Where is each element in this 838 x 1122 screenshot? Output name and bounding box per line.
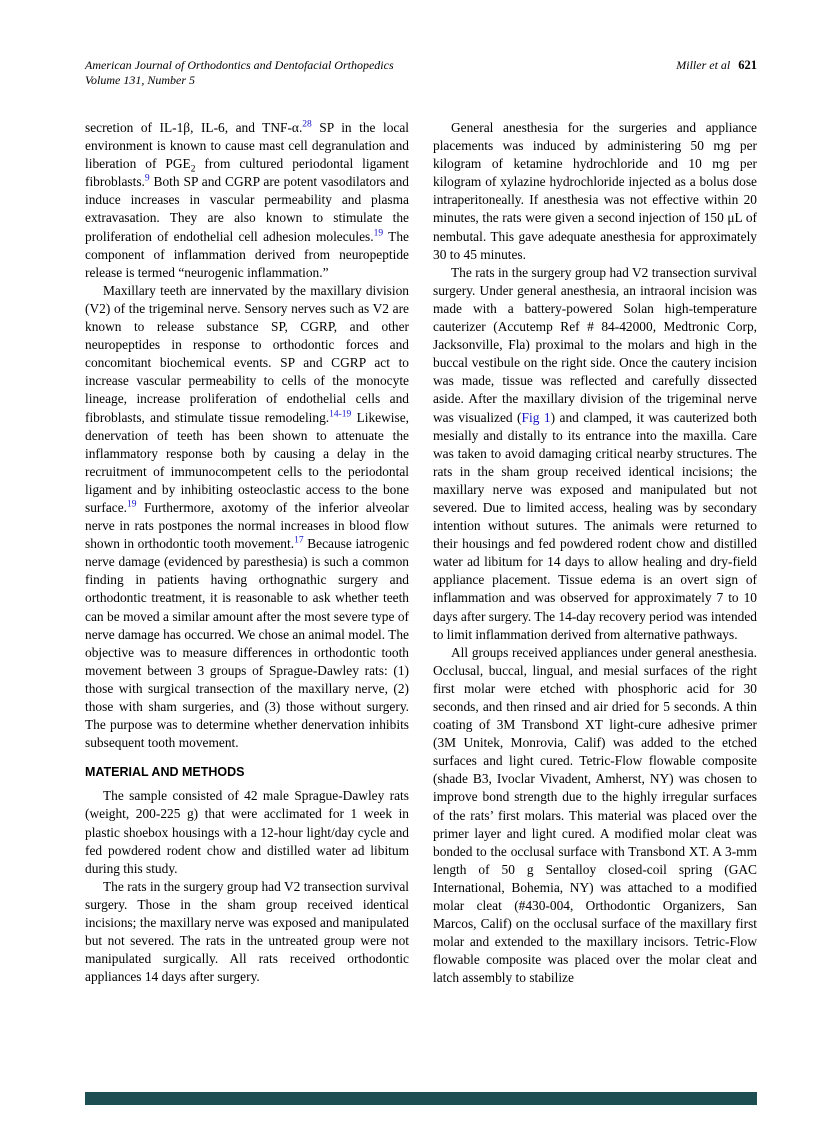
reference-link[interactable]: 28 — [302, 119, 312, 130]
paragraph — [433, 264, 757, 644]
text-run: The component of inflammation derived from neuropeptide release is termed “neurogenic inflammation.” — [85, 228, 409, 280]
journal-info — [85, 58, 394, 88]
text-run: The sample consisted of 42 male Sprague-Dawley rats (weight, 200-225 g) that were acclimated for 1 week in plastic shoebox housings with a 12-hour light/day cycle and fed powdered rodent chow and distilled water ad libitum during this study. — [85, 788, 409, 876]
figure-link[interactable]: Fig 1 — [521, 409, 551, 425]
text-run: Furthermore, axotomy of the inferior alveolar nerve in rats postpones the normal increases in blood flow shown in orthodontic tooth movement. — [85, 499, 409, 552]
text-run: Likewise, denervation of teeth has been shown to attenuate the inflammatory response both by causing a delay in the recruitment of immunocompetent cells to the periodontal ligament and by inhibiting osteoclastic access to the bone surface. — [85, 409, 409, 515]
reference-link[interactable]: 14-19 — [329, 409, 352, 420]
article-body — [85, 119, 757, 988]
text-run: secretion of IL-1β, IL-6, and TNF-α. — [85, 120, 303, 135]
paragraph — [85, 119, 409, 282]
text-run: SP in the local environment is known to cause mast cell degranulation and liberation of PGE — [85, 120, 409, 172]
journal-title: American Journal of Orthodontics and Dentofacial Orthopedics — [85, 58, 394, 72]
text-run: General anesthesia for the surgeries and appliance placements was induced by administering 50 mg per kilogram of ketamine hydrochloride and 10 mg per kilogram of xylazine hydrochloride injected as a bolus dose intraperitoneally. If anesthesia was not effective within 20 minutes, the rats were given a second injection of 150 μL of nembutal. This gave adequate anesthesia for approximately 30 to 45 minutes. — [433, 120, 757, 262]
text-run: Maxillary teeth are innervated by the maxillary division (V2) of the trigeminal nerve. Sensory nerves such as V2 are known to release substance SP, CGRP, and other neuropeptides in response to orthodontic forces and concomitant biochemical events. SP and CGRP act to increase vascular permeability to cells of the monocyte lineage, increase proliferation of endothelial cells and fibroblasts, and stimulate tissue remodeling. — [85, 282, 409, 425]
running-head — [676, 58, 757, 73]
authors: Miller et al — [676, 58, 731, 72]
text-run: The rats in the surgery group had V2 transection survival surgery. Under general anesthesia, an intraoral incision was made with a battery-powered Solan high-temperature cauterizer (Accutemp Ref # 84-42000, Medtronic Corp, Jacksonville, Fla) proximal to the molars and high in the buccal vestibule on the right side. Once the cautery incision was made, tissue was reflected and carefully dissected aside. After the maxillary division of the trigeminal nerve was visualized ( — [433, 264, 757, 425]
reference-link[interactable]: 9 — [144, 173, 150, 184]
text-run: from cultured periodontal ligament fibroblasts. — [85, 156, 409, 190]
reference-link[interactable]: 19 — [373, 228, 384, 239]
text-run: ) and clamped, it was cauterized both mesially and distally to its entrance into the maxilla. Care was taken to avoid damaging critical nearby structures. The rats in the sham group received identical incisions; the maxillary nerve was exposed and manipulated but not severed. Due to limited access, healing was by secondary intention without sutures. The animals were returned to their housings and fed powdered rodent chow and distilled water ad libitum for 14 days to allow healing and dry-field appliance placement. Tissue edema is an overt sign of inflammation and was observed for approximately 7 to 10 days after surgery. The 14-day recovery period was intended to limit inflammation derived from alternative pathways. — [433, 409, 758, 642]
paragraph — [433, 119, 757, 264]
paragraph — [433, 644, 757, 988]
section-heading: MATERIAL AND METHODS — [85, 765, 245, 780]
text-run: Because iatrogenic nerve damage (evidenced by paresthesia) is such a common finding in patients having orthognathic surgery and orthodontic treatment, it is reasonable to ask whether teeth can be moved a similar amount after the most severe type of nerve damage has occurred. We chose an animal model. The objective was to measure differences in orthodontic tooth movement between 3 groups of Sprague-Dawley rats: (1) those with surgical transection of the maxillary nerve, (2) those with sham surgeries, and (3) those without surgery. The purpose was to determine whether denervation inhibits subsequent tooth movement. — [85, 536, 409, 751]
reference-link[interactable]: 17 — [294, 535, 304, 546]
paragraph — [85, 787, 409, 877]
paragraph — [85, 878, 409, 987]
text-run: All groups received appliances under general anesthesia. Occlusal, buccal, lingual, and mesial surfaces of the right first molar were etched with phosphoric acid for 30 seconds, and then rinsed and air dried for 5 seconds. A thin coating of 3M Transbond XT light-cure adhesive primer (3M Unitek, Monrovia, Calif) was added to the etched surfaces and light cured. Tetric-Flow flowable composite (shade B3, Ivoclar Vivadent, Amherst, NY) was chosen to improve bond strength due to the highly irregular surfaces of the rats’ first molars. This material was placed over the primer layer and light cured. A modified molar cleat was bonded to the occlusal surface with Transbond XT. A 3-mm length of 50 g Sentalloy closed-coil spring (GAC International, Bohemia, NY) was attached to a modified molar cleat (#430-004, Orthodontic Organizers, San Marcos, Calif) on the occlusal surface of the maxillary first molar and extended to the maxillary incisors. Tetric-Flow flowable composite was placed over the molar cleat and latch assembly to stabilize — [433, 644, 757, 986]
left-column — [85, 119, 409, 988]
paragraph — [85, 282, 409, 752]
text-run: Both SP and CGRP are potent vasodilators and induce increases in vascular permeability and plasma extravasation. They are also known to stimulate the proliferation of endothelial cell adhesion molecules. — [85, 174, 409, 244]
right-column — [433, 119, 757, 988]
subscript-text: 2 — [190, 164, 196, 175]
footer-bar — [85, 1092, 757, 1105]
page-header — [85, 58, 757, 88]
page-number: 621 — [738, 58, 757, 72]
text-run: The rats in the surgery group had V2 transection survival surgery. Those in the sham group received identical incisions; the maxillary nerve was exposed and manipulated but not severed. The rats in the untreated group were not manipulated surgically. All rats received orthodontic appliances 14 days after surgery. — [85, 878, 409, 985]
reference-link[interactable]: 19 — [127, 499, 137, 510]
journal-issue: Volume 131, Number 5 — [85, 73, 195, 87]
